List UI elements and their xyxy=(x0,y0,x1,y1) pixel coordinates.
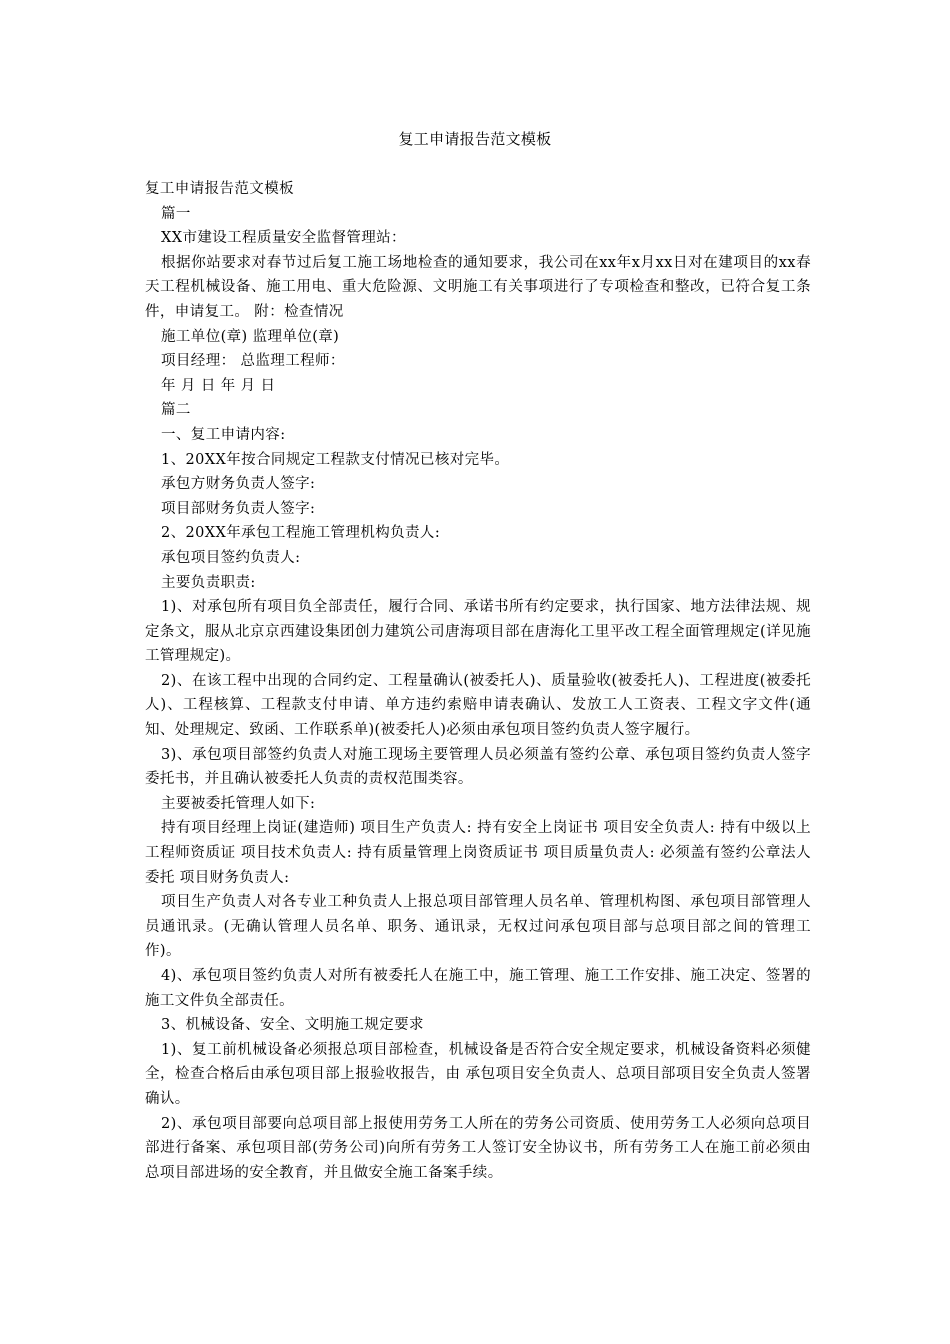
paragraph-section-1: 篇一 xyxy=(161,205,191,222)
page-title: 复工申请报告范文模板 xyxy=(398,130,552,148)
paragraph-section-2: 篇二 xyxy=(161,402,191,419)
paragraph: 项目生产负责人对各专业工种负责人上报总项目部管理人员名单、管理机构图、承包项目部管理人员通讯录。(无确认管理人员名单、职务、通讯录，无权过问承包项目部与总项目部之间的管理工作)。 xyxy=(145,894,811,960)
paragraph: 4)、承包项目签约负责人对所有被委托人在施工中，施工管理、施工工作安排、施工决定、签署的施工文件负全部责任。 xyxy=(145,968,811,1009)
paragraph: 2)、在该工程中出现的合同约定、工程量确认(被委托人)、质量验收(被委托人)、工程进度(被委托人)、工程核算、工程款支付申请、单方违约索赔申请表确认、发放工人工资表、工程文字文件(通知、处理规定、致函、工作联系单)(被委托人)必须由承包项目签约负责人签字履行。 xyxy=(145,672,811,739)
paragraph-signature-units: 施工单位(章) 监理单位(章) xyxy=(161,328,340,345)
paragraph: 项目部财务负责人签字: xyxy=(161,500,316,517)
paragraph-signature-dates: 年 月 日 年 月 日 xyxy=(161,377,276,394)
paragraph: 主要负责职责: xyxy=(161,574,256,591)
paragraph: 1)、对承包所有项目负全部责任，履行合同、承诺书所有约定要求，执行国家、地方法律法规、规定条文，服从北京京西建设集团创力建筑公司唐海项目部在唐海化工里平改工程全面管理规定(详见施工管理规定)。 xyxy=(145,599,811,665)
paragraph: 承包方财务负责人签字: xyxy=(161,476,316,493)
document-body xyxy=(145,177,811,1185)
paragraph: 持有项目经理上岗证(建造师) 项目生产负责人: 持有安全上岗证书 项目安全负责人: 持有中级以上工程师资质证 项目技术负责人: 持有质量管理上岗资质证书 项目质量负责人: 必须盖有签约公章法人委托 项目财务负责人: xyxy=(145,820,811,886)
paragraph: 2、20XX年承包工程施工管理机构负责人: xyxy=(161,525,441,542)
paragraph: 一、复工申请内容: xyxy=(161,426,286,443)
paragraph: 3)、承包项目部签约负责人对施工现场主要管理人员必须盖有签约公章、承包项目签约负责人签字委托书，并且确认被委托人负责的责权范围类容。 xyxy=(145,746,811,788)
paragraph-signature-managers: 项目经理： 总监理工程师： xyxy=(161,353,345,370)
paragraph: 承包项目签约负责人: xyxy=(161,549,301,566)
paragraph-addressee: XX市建设工程质量安全监督管理站： xyxy=(161,230,406,247)
paragraph-heading: 复工申请报告范文模板 xyxy=(145,181,294,197)
paragraph: 主要被委托管理人如下: xyxy=(161,795,316,812)
paragraph: 2)、承包项目部要向总项目部上报使用劳务工人所在的劳务公司资质、使用劳务工人必须向总项目部进行备案、承包项目部(劳务公司)向所有劳务工人签订安全协议书，所有劳务工人在施工前必须由总项目部进场的安全教育，并且做安全施工备案手续。 xyxy=(145,1115,811,1181)
paragraph: 3、机械设备、安全、文明施工规定要求 xyxy=(161,1017,424,1034)
paragraph: 根据你站要求对春节过后复工施工场地检查的通知要求，我公司在xx年x月xx日对在建项目的xx春天工程机械设备、施工用电、重大危险源、文明施工有关事项进行了专项检查和整改，已符合复工条件，申请复工。 附：检查情况 xyxy=(145,254,811,320)
paragraph: 1、20XX年按合同规定工程款支付情况已核对完毕。 xyxy=(161,451,510,468)
paragraph: 1)、复工前机械设备必须报总项目部检查，机械设备是否符合安全规定要求，机械设备资料必须健全，检查合格后由承包项目部上报验收报告，由 承包项目安全负责人、总项目部项目安全负责人签署确认。 xyxy=(145,1041,811,1107)
